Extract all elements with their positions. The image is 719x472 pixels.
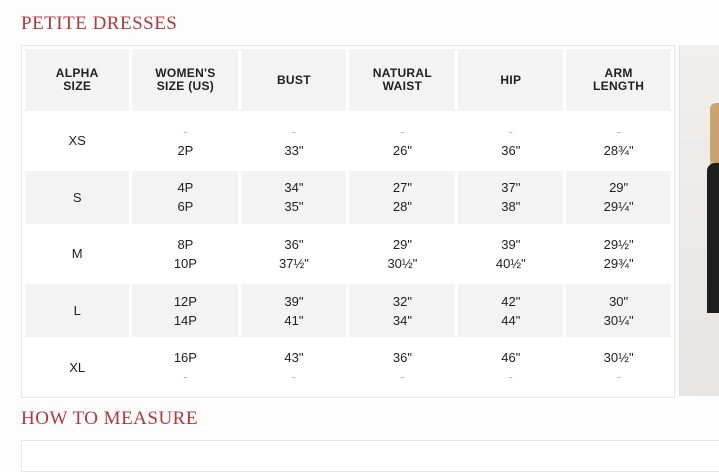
cell-hip xyxy=(458,114,563,168)
cell-line: - xyxy=(183,123,188,139)
header-line: ALPHA xyxy=(55,66,99,80)
cell-line: 39" xyxy=(284,293,304,309)
cell-hip xyxy=(458,171,563,225)
model-hair xyxy=(710,103,719,163)
cell-line: 29¾" xyxy=(603,255,634,271)
cell-bust xyxy=(241,114,346,168)
header-line: SIZE (US) xyxy=(156,79,215,93)
section-title-petite-dresses: PETITE DRESSES xyxy=(21,13,178,34)
cell-line: 30" xyxy=(609,293,629,309)
cell-line: 30¼" xyxy=(603,312,634,328)
cell-arm-length xyxy=(566,340,671,394)
cell-line: 30½" xyxy=(387,255,418,271)
cell-line: 6P xyxy=(177,199,194,215)
cell-line: 27" xyxy=(392,180,412,196)
cell-line: 37" xyxy=(501,180,521,196)
cell-line: - xyxy=(508,123,513,139)
col-header-hip xyxy=(458,49,563,111)
cell-alpha-size: XS xyxy=(25,114,129,168)
cell-arm-length xyxy=(566,284,671,338)
cell-line: 44" xyxy=(501,312,521,328)
cell-line: 36" xyxy=(501,142,521,158)
cell-line: 33" xyxy=(284,142,304,158)
col-header-arm-length xyxy=(566,49,671,111)
cell-line: 32" xyxy=(392,293,412,309)
cell-line: - xyxy=(291,369,297,385)
cell-line: 37½" xyxy=(278,255,309,271)
header-line: SIZE xyxy=(63,79,92,93)
cell-womens-size xyxy=(132,284,238,338)
size-table xyxy=(22,46,674,397)
how-to-measure-panel xyxy=(21,440,719,472)
cell-line: 16P xyxy=(173,350,197,366)
section-title-how-to-measure: HOW TO MEASURE xyxy=(21,408,198,429)
cell-line: 40½" xyxy=(495,255,526,271)
cell-womens-size xyxy=(132,227,238,281)
col-header-womens-size xyxy=(132,49,238,111)
col-header-alpha-size xyxy=(25,49,129,111)
header-line: ARM xyxy=(604,66,633,80)
header-line: BUST xyxy=(276,72,311,87)
cell-arm-length xyxy=(566,114,671,168)
cell-line: 34" xyxy=(284,180,304,196)
cell-line: 26" xyxy=(392,142,412,158)
table-row xyxy=(25,114,671,168)
cell-line: 10P xyxy=(173,255,197,271)
cell-line: - xyxy=(508,369,513,385)
cell-line: - xyxy=(400,369,405,385)
cell-line: 29" xyxy=(392,236,412,252)
cell-line: 29¼" xyxy=(603,199,634,215)
cell-alpha-size: M xyxy=(25,227,129,281)
table-row xyxy=(25,171,671,225)
cell-womens-size xyxy=(132,114,238,168)
cell-alpha-size: L xyxy=(25,284,129,338)
header-line: NATURAL xyxy=(372,66,432,80)
cell-line: 28" xyxy=(392,199,412,215)
cell-bust xyxy=(241,171,346,225)
header-line: LENGTH xyxy=(593,79,645,93)
cell-line: 42" xyxy=(501,293,521,309)
col-header-natural-waist xyxy=(349,49,455,111)
cell-natural-waist xyxy=(349,227,455,281)
cell-line: - xyxy=(183,369,188,385)
cell-natural-waist xyxy=(349,114,455,168)
cell-womens-size xyxy=(132,171,238,225)
cell-hip xyxy=(458,340,563,394)
cell-alpha-size: XL xyxy=(25,340,129,394)
table-row xyxy=(25,340,671,394)
cell-line: 8P xyxy=(177,236,194,252)
cell-bust xyxy=(241,284,346,338)
cell-line: 36" xyxy=(284,236,304,252)
cell-line: 36" xyxy=(392,350,412,366)
cell-natural-waist xyxy=(349,340,455,394)
table-row xyxy=(25,227,671,281)
cell-hip xyxy=(458,227,563,281)
cell-arm-length xyxy=(566,227,671,281)
cell-hip xyxy=(458,284,563,338)
header-line: WAIST xyxy=(382,79,423,93)
cell-line: 29½" xyxy=(603,236,634,252)
model-dress xyxy=(707,163,719,313)
header-row xyxy=(25,49,671,111)
cell-bust xyxy=(241,340,346,394)
model-photo xyxy=(679,45,719,396)
col-header-bust xyxy=(241,49,346,111)
cell-alpha-size: S xyxy=(25,171,129,225)
cell-line: 29" xyxy=(609,180,629,196)
cell-natural-waist xyxy=(349,171,455,225)
cell-womens-size xyxy=(132,340,238,394)
cell-line: 4P xyxy=(177,180,194,196)
cell-line: 12P xyxy=(173,293,197,309)
size-chart xyxy=(21,45,675,398)
header-line: WOMEN'S xyxy=(155,66,216,80)
cell-bust xyxy=(241,227,346,281)
cell-arm-length xyxy=(566,171,671,225)
cell-line: 28¾" xyxy=(603,142,634,158)
cell-line: - xyxy=(400,123,405,139)
cell-line: 14P xyxy=(173,312,197,328)
cell-line: - xyxy=(291,123,297,139)
cell-natural-waist xyxy=(349,284,455,338)
cell-line: 35" xyxy=(284,199,304,215)
table-row xyxy=(25,284,671,338)
cell-line: 38" xyxy=(501,199,521,215)
cell-line: - xyxy=(616,123,621,139)
cell-line: 34" xyxy=(392,312,412,328)
cell-line: 46" xyxy=(501,350,521,366)
cell-line: 30½" xyxy=(603,350,634,366)
header-line: HIP xyxy=(500,72,522,87)
cell-line: 43" xyxy=(284,350,304,366)
cell-line: 39" xyxy=(501,236,521,252)
cell-line: 2P xyxy=(177,142,194,158)
cell-line: - xyxy=(616,369,621,385)
cell-line: 41" xyxy=(284,312,304,328)
